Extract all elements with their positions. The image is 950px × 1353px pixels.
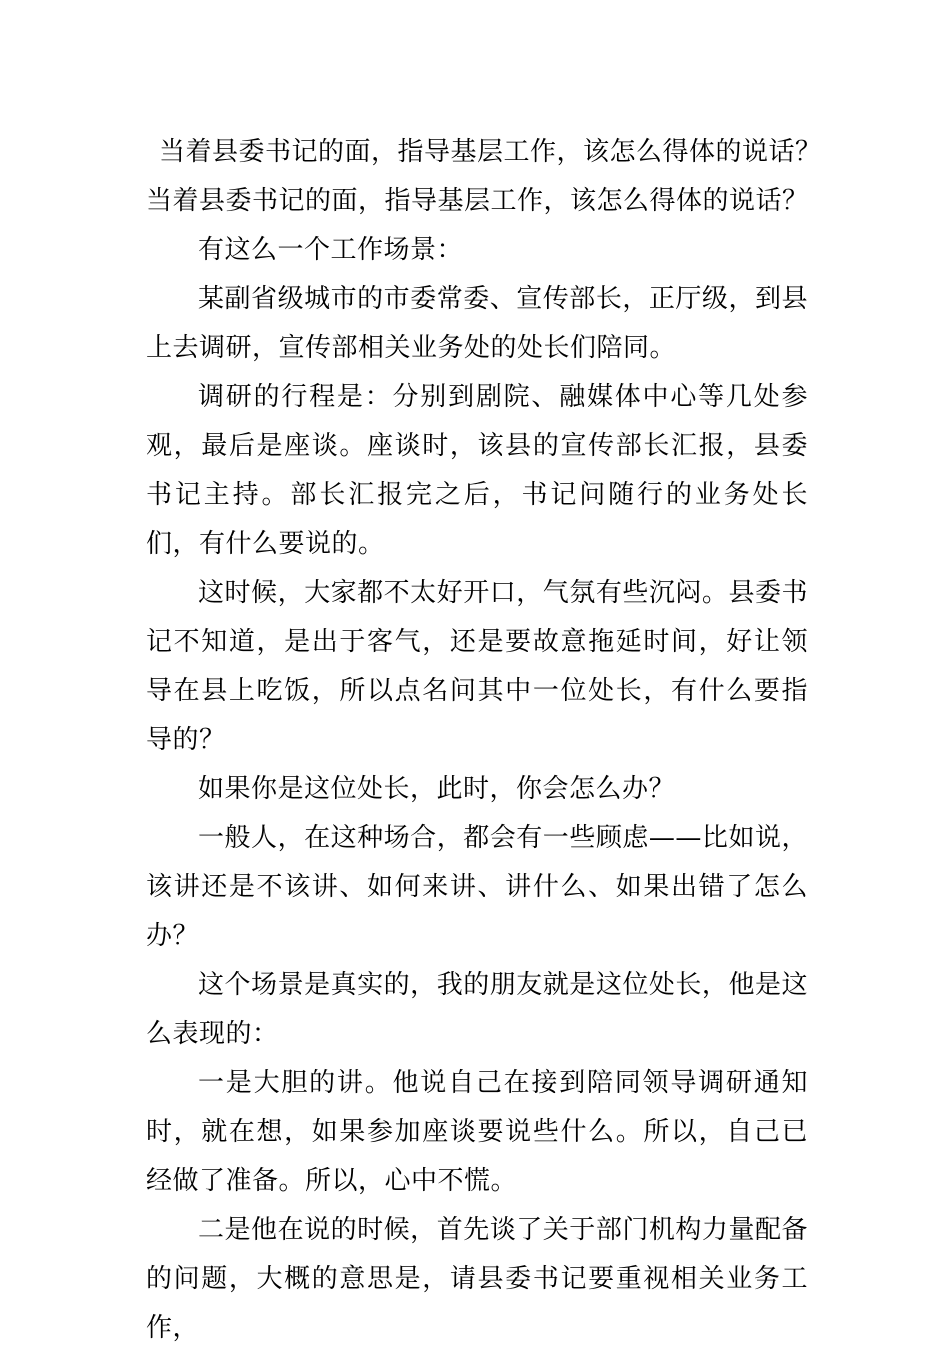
paragraph-3: 调研的行程是：分别到剧院、融媒体中心等几处参观，最后是座谈。座谈时，该县的宣传部长汇报，县委书记主持。部长汇报完之后，书记问随行的业务处长们，有什么要说的。 <box>146 382 808 559</box>
paragraph-6: 一般人，在这种场合，都会有一些顾虑——比如说，该讲还是不该讲、如何来讲、讲什么、如果出错了怎么办？ <box>146 823 808 951</box>
paragraph-5: 如果你是这位处长，此时，你会怎么办？ <box>198 774 676 804</box>
article-body <box>146 128 822 1353</box>
paragraph-1: 有这么一个工作场景： <box>198 235 464 265</box>
paragraph-9: 二是他在说的时候，首先谈了关于部门机构力量配备的问题，大概的意思是，请县委书记要重视相关业务工作， <box>146 1215 808 1343</box>
paragraph-4: 这时候，大家都不太好开口，气氛有些沉闷。县委书记不知道，是出于客气，还是要故意拖延时间，好让领导在县上吃饭，所以点名问其中一位处长，有什么要指导的？ <box>146 578 808 755</box>
paragraph-2: 某副省级城市的市委常委、宣传部长，正厅级，到县上去调研，宣传部相关业务处的处长们陪同。 <box>146 284 808 363</box>
article-subtitle: 当着县委书记的面，指导基层工作，该怎么得体的说话？ <box>146 186 809 216</box>
paragraph-7: 这个场景是真实的，我的朋友就是这位处长，他是这么表现的： <box>146 970 808 1049</box>
paragraph-8: 一是大胆的讲。他说自己在接到陪同领导调研通知时，就在想，如果参加座谈要说些什么。所以，自己已经做了准备。所以，心中不慌。 <box>146 1068 808 1196</box>
article-title: 当着县委书记的面，指导基层工作，该怎么得体的说话？ <box>159 137 822 167</box>
